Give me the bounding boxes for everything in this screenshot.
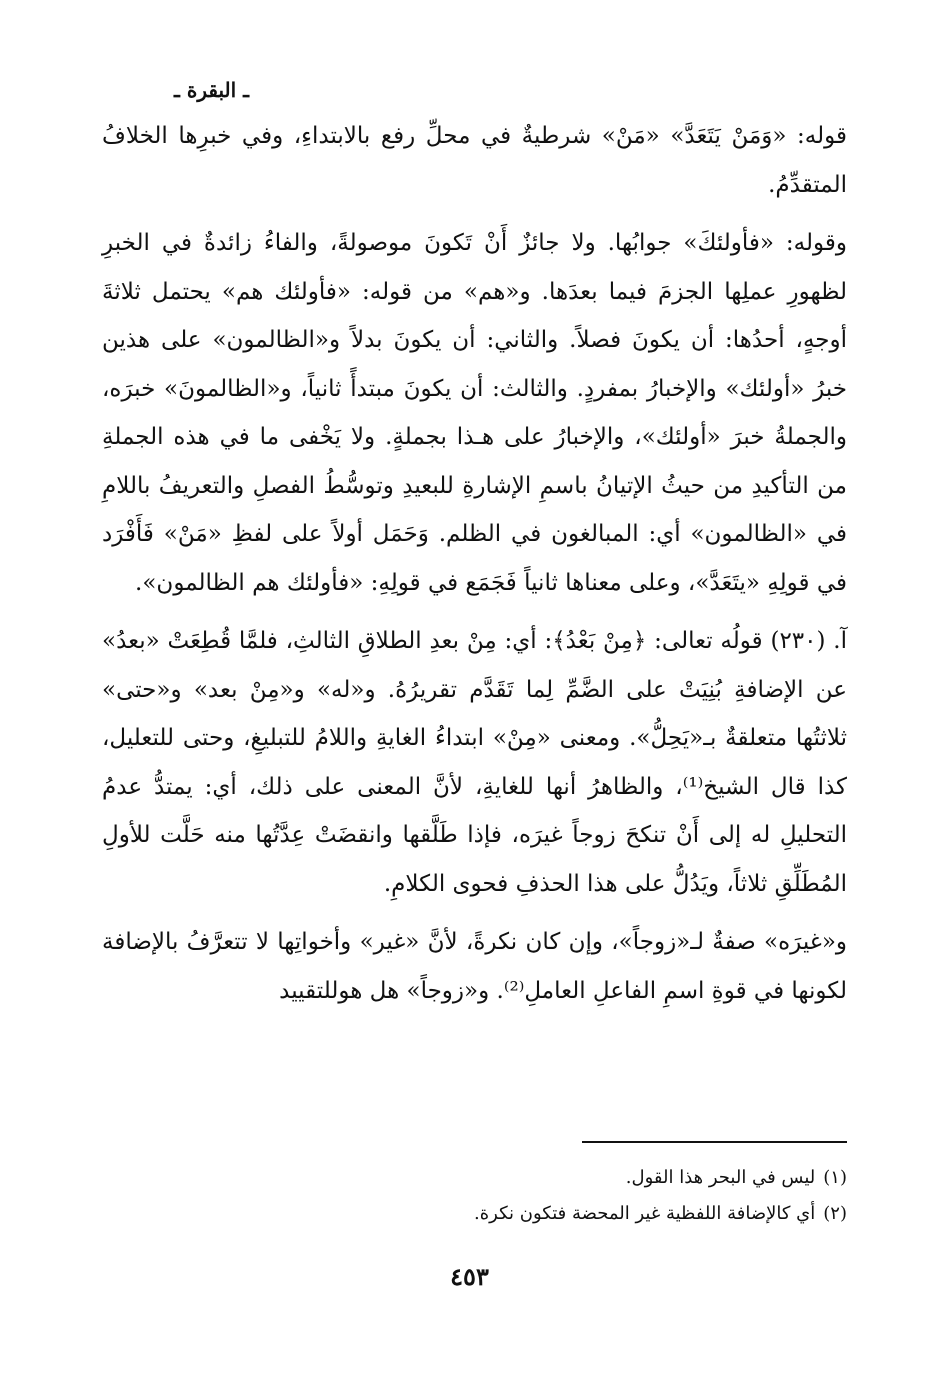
main-text [102, 112, 847, 1025]
footnote-divider [582, 1141, 847, 1143]
footnote-text: أي كالإضافة اللفظية غير المحضة فتكون نكرة. [474, 1203, 816, 1224]
footnote-1 [102, 1160, 847, 1196]
footnote-text: ليس في البحر هذا القول. [625, 1167, 816, 1188]
footnote-number: (١) [823, 1167, 847, 1188]
paragraph-1: قوله: «وَمَنْ يَتَعَدَّ» «مَنْ» شرطيةٌ في محلِّ رفع بالابتداءِ، وفي خبرِها الخلافُ المتقدِّمُ. [102, 123, 847, 198]
paragraph-2: وقوله: «فأولئكَ» جوابُها. ولا جائزٌ أَنْ تَكونَ موصولةً، والفاءُ زائدةٌ في الخبرِ لظهورِ عملِها الجزمَ فيما بعدَها. و«هم» من قوله: «فأولئك هم» يحتمل ثلاثةَ أوجهٍ، أحدُها: أن يكونَ فصلاً. والثاني: أن يكونَ بدلاً و«الظالمون» على هذين خبرُ «أولئك» والإخبارُ بمفردٍ. والثالث: أن يكونَ مبتدأً ثانياً، و«الظالمونَ» خبرَه، والجملةُ خبرَ «أولئك»، والإخبارُ على هـذا بجملةٍ. ولا يَخْفى ما في هذه الجملةِ من التأكيدِ من حيثُ الإتيانُ باسمِ الإشارةِ للبعيدِ وتوسُّطُ الفصلِ والتعريفُ باللامِ في «الظالمون» أي: المبالغون في الظلم. وَحَمَل أولاً على لفظِ «مَنْ» فَأَفْرَد في قولِهِ «يتَعَدَّ»، وعلى معناها ثانياً فَجَمَع في قولِهِ: «فأولئك هم الظالمون». [102, 230, 847, 596]
page-number: ٤٥٣ [450, 1262, 489, 1291]
paragraph-3: آ. (٢٣٠) قولُه تعالى: ﴿مِنْ بَعْدُ﴾: أي: مِنْ بعدِ الطلاقِ الثالثِ، فلمَّا قُطِعَتْ «بعدُ» عن الإضافةِ بُنِيَتْ على الضَّمِّ لِما تَقَدَّم تقريرُهُ. و«له» و«مِنْ بعد» و«حتى» ثلاثتُها متعلقةٌ بـ«يَحِلُّ». ومعنى «مِنْ» ابتداءُ الغايةِ واللامُ للتبليغِ، وحتى للتعليل، كذا قال الشيخ⁽¹⁾، والظاهرُ أنها للغايةِ، لأنَّ المعنى على ذلك، أي: يمتدُّ عدمُ التحليلِ له إلى أَنْ تنكحَ زوجاً غيرَه، فإذا طَلَّقها وانقضَتْ عِدَّتُها منه حَلَّت للأولِ المُطَلِّقِ ثلاثاً، ويَدُلُّ على هذا الحذفِ فحوى الكلامِ. [102, 628, 847, 897]
running-header: ـ البقرة ـ [174, 78, 249, 102]
footnote-number: (٢) [823, 1203, 847, 1224]
footnote-2 [102, 1196, 847, 1232]
footnotes [102, 1160, 847, 1232]
paragraph-4: و«غيرَه» صفةٌ لـ«زوجاً»، وإن كان نكرةً، لأنَّ «غير» وأخواتِها لا تتعرَّفُ بالإضافة لكونها في قوةِ اسمِ الفاعلِ العاملِ⁽²⁾. و«زوجاً» هل هوللتقييد [102, 929, 847, 1004]
